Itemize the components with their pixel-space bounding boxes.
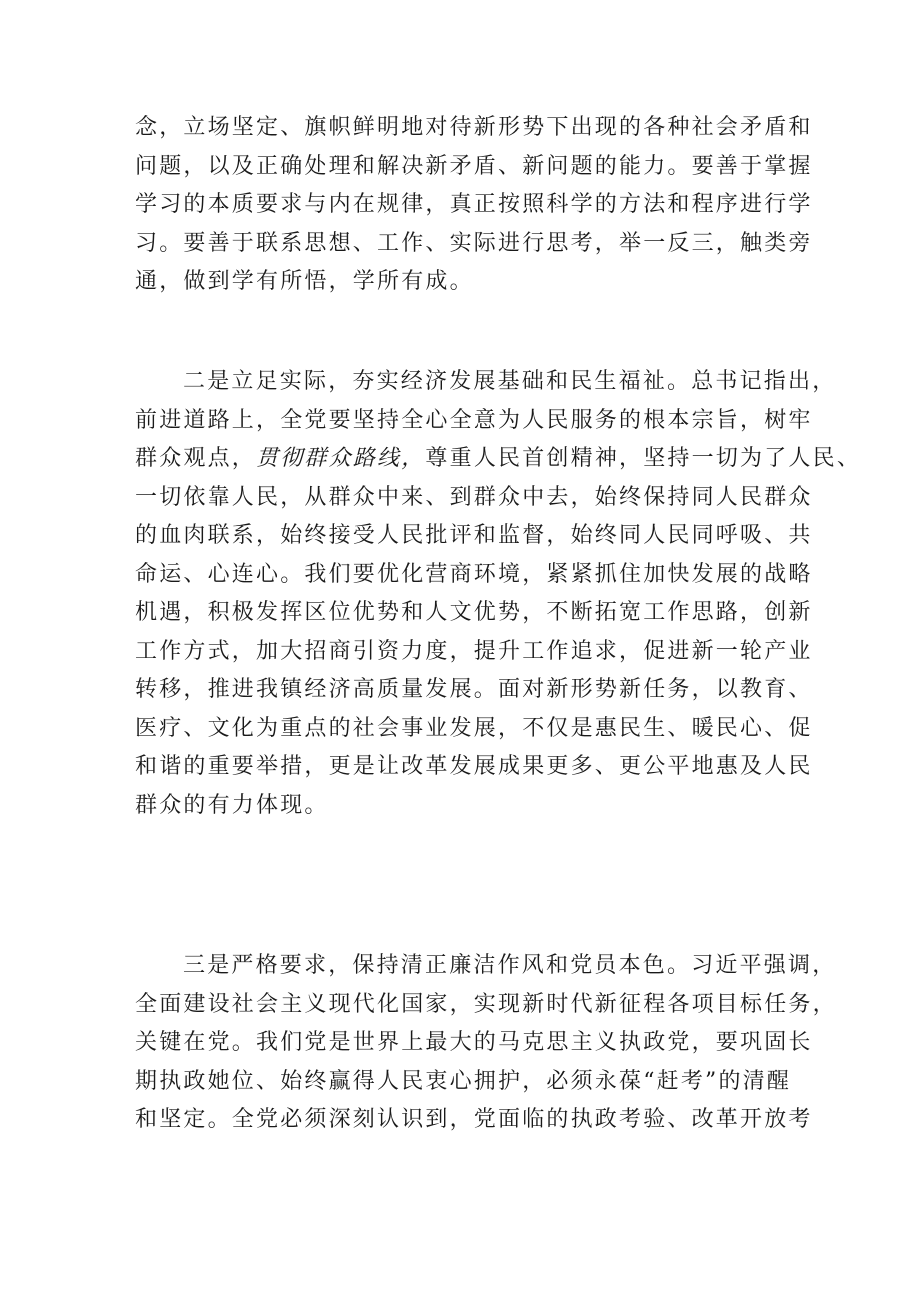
paragraph-2 (135, 363, 862, 825)
paragraph-line: 工作方式，加大招商引资力度，提升工作追求，促进新一轮产业 (135, 638, 813, 664)
paragraph-line: 一切依靠人民，从群众中来、到群众中去，始终保持同人民群众 (135, 484, 813, 510)
paragraph-3 (135, 947, 837, 1140)
paragraph-line-mixed (135, 440, 862, 479)
italic-text-run: 贯彻群众路线， (256, 446, 426, 471)
paragraph-line: 问题，以及正确处理和解决新矛盾、新问题的能力。要善于掌握 (135, 153, 813, 179)
paragraph-line: 通，做到学有所悟，学所有成。 (135, 269, 474, 294)
paragraph-line: 二是立足实际，夯实经济发展基础和民生福祉。总书记指出， (183, 369, 837, 394)
paragraph-line: 关键在党。我们党是世界上最大的马克思主义执政党，要巩固长 (135, 1030, 813, 1055)
paragraph-line: 的血肉联系，始终接受人民批评和监督，始终同人民同呼吸、共 (135, 523, 813, 548)
text-run: 尊重人民首创精神，坚持一切为了人民、 (425, 446, 862, 471)
paragraph-line: 期执政她位、始终赢得人民衷心拥护，必须永葆“赶考”的清醒 (135, 1068, 792, 1094)
paragraph-line: 三是严格要求，保持清正廉洁作风和党员本色。习近平强调， (183, 953, 837, 978)
paragraph-line: 机遇，积极发挥区位优势和人文优势，不断拓宽工作思路，创新 (135, 600, 813, 625)
paragraph-1 (135, 109, 813, 302)
text-run: 群众观点， (135, 446, 257, 471)
paragraph-line: 和谐的重要举措，更是让改革发展成果更多、更公平地惠及人民 (135, 754, 813, 779)
paragraph-line: 全面建设社会主义现代化国家，实现新时代新征程各项目标任务， (135, 991, 837, 1017)
paragraph-line: 学习的本质要求与内在规律，真正按照科学的方法和程序进行学 (135, 192, 813, 217)
paragraph-line: 医疗、文化为重点的社会事业发展，不仅是惠民生、暖民心、促 (135, 715, 813, 741)
paragraph-line: 习。要善于联系思想、工作、实际进行思考，举一反三，触类旁 (135, 230, 813, 256)
paragraph-line: 命运、心连心。我们要优化营商环境，紧紧抓住加快发展的战略 (135, 561, 813, 587)
paragraph-line: 念，立场坚定、旗帜鲜明地对待新形势下出现的各种社会矛盾和 (135, 115, 813, 140)
paragraph-line: 和坚定。全党必须深刻认识到，党面临的执政考验、改革开放考 (135, 1107, 813, 1132)
paragraph-line: 前进道路上，全党要坚持全心全意为人民服务的根本宗旨，树牢 (135, 407, 813, 433)
paragraph-line: 群众的有力体现。 (135, 792, 329, 818)
paragraph-line: 转移，推进我镇经济高质量发展。面对新形势新任务，以教育、 (135, 677, 813, 702)
